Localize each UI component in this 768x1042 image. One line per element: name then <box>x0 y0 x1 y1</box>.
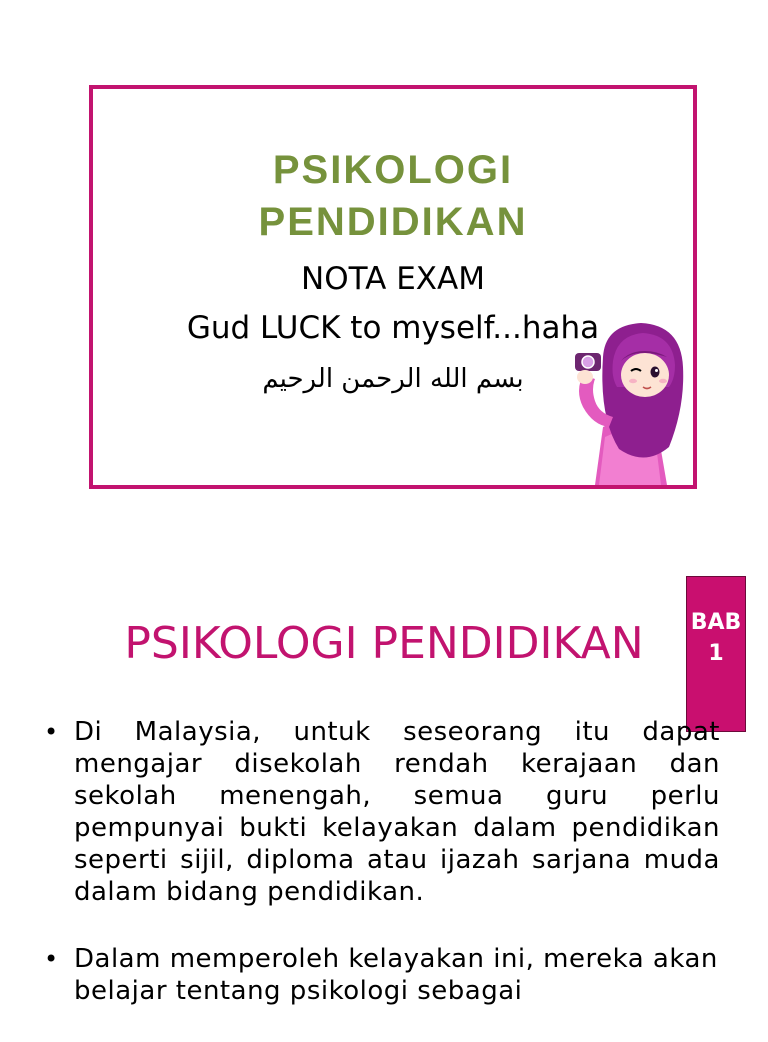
bullet-list <box>44 716 720 1042</box>
slide-2 <box>0 560 768 1024</box>
bullet-dot-icon: • <box>44 718 59 746</box>
bullet-item <box>44 943 720 1007</box>
title-line-2: PENDIDIKAN <box>258 200 528 244</box>
title-line-1: PSIKOLOGI <box>272 148 514 192</box>
subtitle-good-luck: Gud LUCK to myself...haha <box>186 310 600 346</box>
bullet-text: Di Malaysia, untuk seseorang itu dapat mengajar disekolah rendah kerajaan dan sekolah menengah, semua guru perlu pempunyai bukti kelayakan dalam pendidikan seperti sijil, diploma atau ijazah sarjana muda dalam bidang pendidikan. <box>74 717 720 907</box>
bullet-dot-icon: • <box>44 945 59 973</box>
subtitle-nota-exam: NOTA EXAM <box>301 261 485 297</box>
slide-heading: PSIKOLOGI PENDIDIKAN <box>124 618 644 669</box>
bullet-item <box>44 716 720 908</box>
bullet-text: Dalam memperoleh kelayakan ini, mereka akan belajar tentang psikologi sebagai <box>74 944 718 1006</box>
slide-title <box>93 144 693 248</box>
hijab-girl-illustration <box>565 317 693 485</box>
bab-badge: BAB 1 <box>686 576 746 732</box>
arabic-text: بسم الله الرحمن الرحيم <box>262 364 524 394</box>
title-frame <box>89 85 697 489</box>
